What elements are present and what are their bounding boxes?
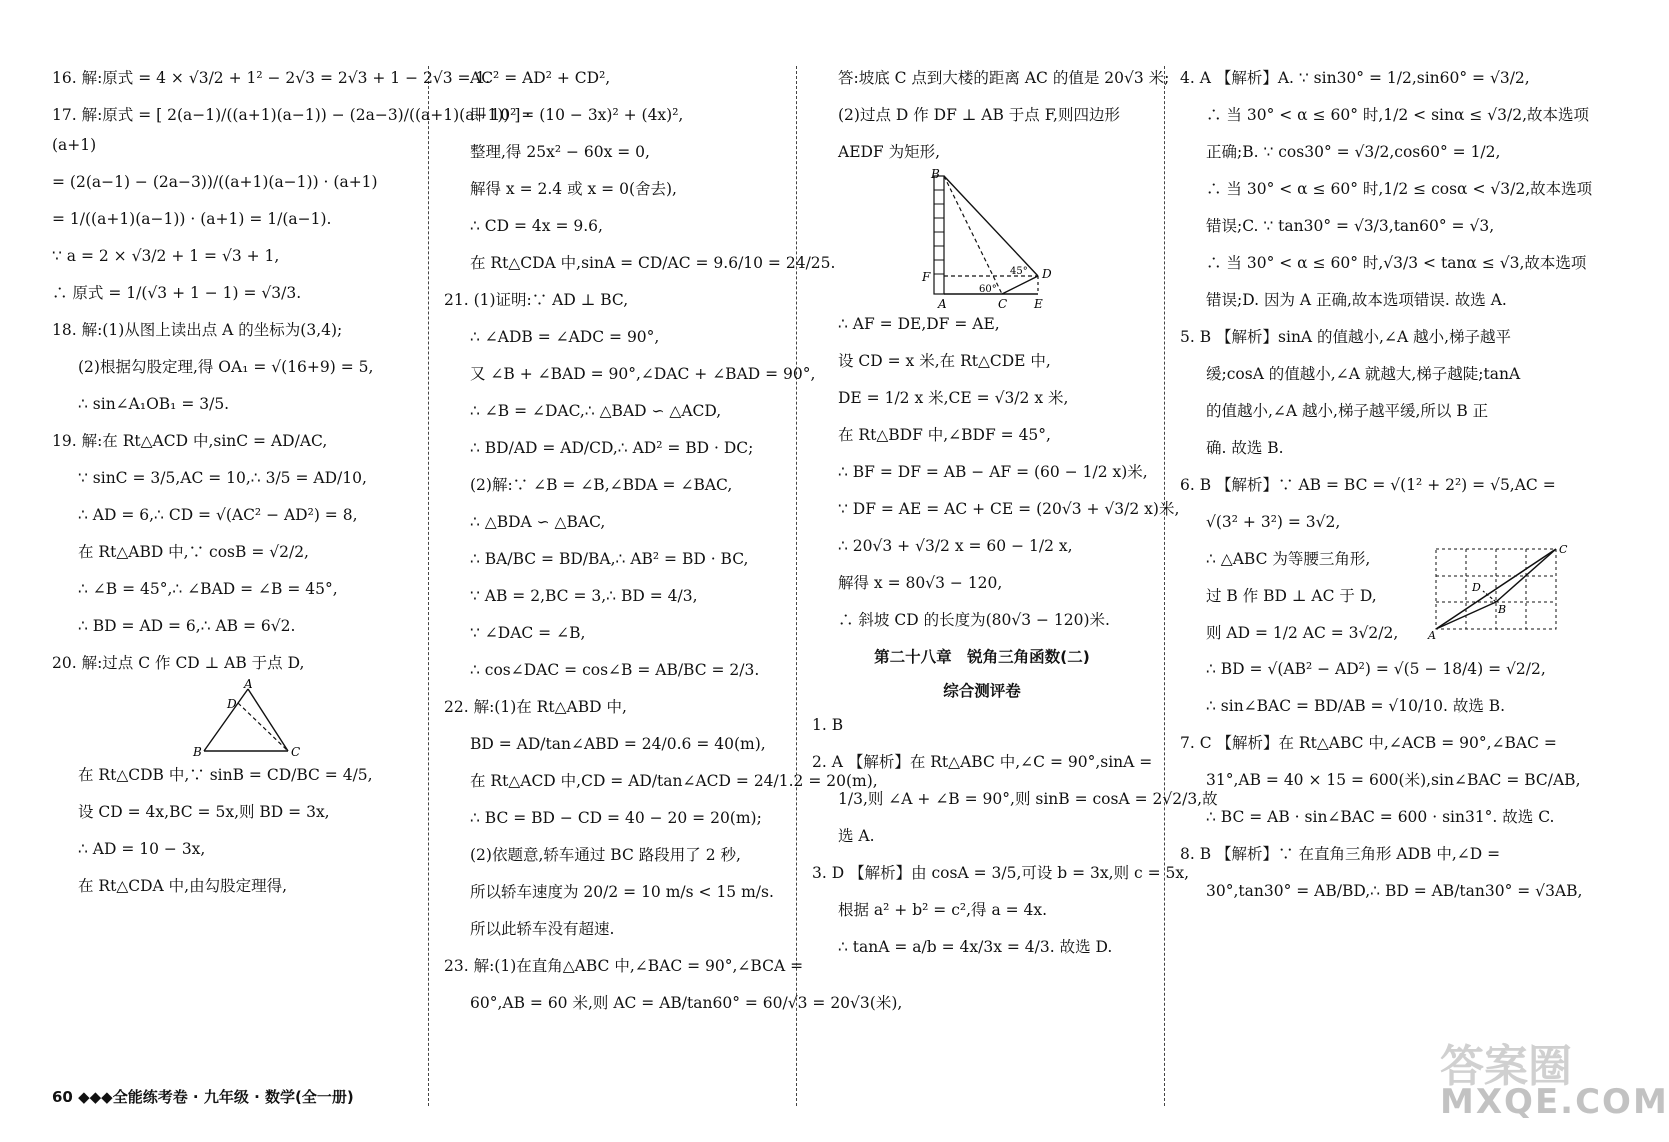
answer-line: 23. 解:(1)在直角△ABC 中,∠BAC = 90°,∠BCA = <box>444 957 804 975</box>
answer-line: 解得 x = 2.4 或 x = 0(舍去), <box>470 180 677 198</box>
figure-label: B <box>931 167 940 181</box>
answer-line: ∴ sin∠A₁OB₁ = 3/5. <box>78 395 230 413</box>
section-title: 综合测评卷 <box>943 682 1021 700</box>
answer-line: BD = AD/tan∠ABD = 24/0.6 = 40(m), <box>470 735 766 753</box>
watermark-logo <box>1440 1030 1669 1130</box>
answer-line: = (2(a−1) − (2a−3))/((a+1)(a−1)) · (a+1) <box>52 173 378 191</box>
answer-line: 确. 故选 B. <box>1206 439 1284 457</box>
answer-line: 错误;C. ∵ tan30° = √3/3,tan60° = √3, <box>1206 217 1495 235</box>
answer-line: 7. C 【解析】在 Rt△ABC 中,∠ACB = 90°,∠BAC = <box>1180 734 1557 752</box>
answer-line: ∵ AB = 2,BC = 3,∴ BD = 4/3, <box>470 587 698 605</box>
column-divider <box>796 66 797 1106</box>
answer-line: ∴ △BDA ∽ △BAC, <box>470 513 606 531</box>
watermark-url: MXQE.COM <box>1440 1082 1669 1122</box>
answer-line: 5. B 【解析】sinA 的值越小,∠A 越小,梯子越平 <box>1180 328 1512 346</box>
answer-line: 选 A. <box>838 827 875 845</box>
answer-line: ∴ 斜坡 CD 的长度为(80√3 − 120)米. <box>838 611 1110 629</box>
answer-line: ∵ a = 2 × √3/2 + 1 = √3 + 1, <box>52 247 280 265</box>
answer-line: 4. A 【解析】A. ∵ sin30° = 1/2,sin60° = √3/2, <box>1180 69 1530 87</box>
building-slope-figure <box>812 167 1152 311</box>
answer-line: 在 Rt△BDF 中,∠BDF = 45°, <box>838 426 1051 444</box>
figure-label: A <box>244 677 253 691</box>
answer-line: ∴ BA/BC = BD/BA,∴ AB² = BD · BC, <box>470 550 749 568</box>
figure-label: B <box>193 745 202 759</box>
answer-line: 31°,AB = 40 × 15 = 600(米),sin∠BAC = BC/AB, <box>1206 771 1581 789</box>
figure-label: 60° <box>979 284 997 295</box>
answer-line: AC² = AD² + CD², <box>470 69 611 87</box>
answer-line: ∴ 当 30° < α ≤ 60° 时,√3/3 < tanα ≤ √3,故本选项 <box>1206 254 1587 272</box>
answer-line: 16. 解:原式 = 4 × √3/2 + 1² − 2√3 = 2√3 + 1 − 2√3 = 1. <box>52 69 491 87</box>
answer-line: ∴ sin∠BAC = BD/AB = √10/10. 故选 B. <box>1206 697 1506 715</box>
answer-line: ∵ ∠DAC = ∠B, <box>470 624 586 642</box>
answer-line: ∴ ∠B = 45°,∴ ∠BAD = ∠B = 45°, <box>78 580 338 598</box>
answer-line: 的值越小,∠A 越小,梯子越平缓,所以 B 正 <box>1206 402 1489 420</box>
answer-line: ∴ AD = 6,∴ CD = √(AC² − AD²) = 8, <box>78 506 358 524</box>
answer-line: ∴ BC = AB · sin∠BAC = 600 · sin31°. 故选 C. <box>1206 808 1555 826</box>
answer-line: 错误;D. 因为 A 正确,故本选项错误. 故选 A. <box>1206 291 1507 309</box>
figure-label: D <box>1042 267 1052 281</box>
answer-line: ∴ 原式 = 1/(√3 + 1 − 1) = √3/3. <box>52 284 302 302</box>
answer-line: ∴ cos∠DAC = cos∠B = AB/BC = 2/3. <box>470 661 760 679</box>
fig-block <box>1180 543 1580 657</box>
answer-line: 在 Rt△ACD 中,CD = AD/tan∠ACD = 24/1.2 = 20(m), <box>470 772 878 790</box>
answer-line: 1/3,则 ∠A + ∠B = 90°,则 sinB = cosA = 2√2/3,故 <box>838 790 1218 808</box>
answer-line: 过 B 作 BD ⊥ AC 于 D, <box>1206 587 1377 605</box>
answer-line: 答:坡底 C 点到大楼的距离 AC 的值是 20√3 米; <box>838 69 1170 87</box>
answer-line: 17. 解:原式 = [ 2(a−1)/((a+1)(a−1)) − (2a−3)/((a+1)(a−1)) ] · <box>52 106 531 124</box>
answer-line: 20. 解:过点 C 作 CD ⊥ AB 于点 D, <box>52 654 305 672</box>
answer-line: 则 AD = 1/2 AC = 3√2/2, <box>1206 624 1399 642</box>
figure-label: C <box>1559 543 1568 556</box>
answer-line: ∴ BF = DF = AB − AF = (60 − 1/2 x)米, <box>838 463 1148 481</box>
answer-line: ∴ ∠ADB = ∠ADC = 90°, <box>470 328 660 346</box>
page-footer: 60 ◆◆◆全能练考卷 · 九年级 · 数学(全一册) <box>52 1088 354 1106</box>
answer-line: ∵ sinC = 3/5,AC = 10,∴ 3/5 = AD/10, <box>78 469 367 487</box>
column-divider <box>428 66 429 1106</box>
answer-line: (2)依题意,轿车通过 BC 路段用了 2 秒, <box>470 846 741 864</box>
answer-line: 60°,AB = 60 米,则 AC = AB/tan60° = 60/√3 = 20√3(米), <box>470 994 903 1012</box>
answer-line: 即 10² = (10 − 3x)² + (4x)², <box>470 106 684 124</box>
figure-label: 45° <box>1010 266 1028 277</box>
watermark-text: 答案圈 <box>1440 1041 1572 1092</box>
answer-line: (2)根据勾股定理,得 OA₁ = √(16+9) = 5, <box>78 358 374 376</box>
answer-line: 19. 解:在 Rt△ACD 中,sinC = AD/AC, <box>52 432 328 450</box>
answer-line: DE = 1/2 x 米,CE = √3/2 x 米, <box>838 389 1069 407</box>
answer-line: ∴ 当 30° < α ≤ 60° 时,1/2 ≤ cosα < √3/2,故本选项 <box>1206 180 1593 198</box>
answer-line: 所以此轿车没有超速. <box>470 920 615 938</box>
answer-line: √(3² + 3²) = 3√2, <box>1206 513 1341 531</box>
answer-line: 6. B 【解析】∵ AB = BC = √(1² + 2²) = √5,AC = <box>1180 476 1556 494</box>
answer-line: ∴ 20√3 + √3/2 x = 60 − 1/2 x, <box>838 537 1073 555</box>
triangle-figure <box>52 677 412 761</box>
answer-line: AEDF 为矩形, <box>838 143 941 161</box>
column-4 <box>1180 66 1593 916</box>
answer-line: 21. (1)证明:∵ AD ⊥ BC, <box>444 291 629 309</box>
answer-line: = 1/((a+1)(a−1)) · (a+1) = 1/(a−1). <box>52 210 332 228</box>
answer-line: ∴ BC = BD − CD = 40 − 20 = 20(m); <box>470 809 762 827</box>
answer-line: ∵ DF = AE = AC + CE = (20√3 + √3/2 x)米, <box>838 500 1180 518</box>
column-divider <box>1164 66 1165 1106</box>
answer-line: 在 Rt△CDB 中,∵ sinB = CD/BC = 4/5, <box>78 766 373 784</box>
figure-label: C <box>291 745 301 759</box>
answer-line: ∴ CD = 4x = 9.6, <box>470 217 603 235</box>
figure-label: A <box>1428 629 1436 642</box>
answer-line: 解得 x = 80√3 − 120, <box>838 574 1003 592</box>
answer-line: 在 Rt△CDA 中,sinA = CD/AC = 9.6/10 = 24/25. <box>470 254 836 272</box>
answer-line: (2)解:∵ ∠B = ∠B,∠BDA = ∠BAC, <box>470 476 733 494</box>
column-3 <box>812 66 1218 972</box>
answer-line: 1. B <box>812 716 844 734</box>
answer-line: ∴ 当 30° < α ≤ 60° 时,1/2 < sinα ≤ √3/2,故本选项 <box>1206 106 1590 124</box>
answer-line: 缓;cosA 的值越小,∠A 就越大,梯子越陡;tanA <box>1206 365 1521 383</box>
answer-line: ∴ AD = 10 − 3x, <box>78 840 206 858</box>
answer-line: ∴ △ABC 为等腰三角形, <box>1206 550 1371 568</box>
chapter-title: 第二十八章 锐角三角函数(二) <box>874 648 1090 666</box>
answer-line: ∴ BD = √(AB² − AD²) = √(5 − 18/4) = √2/2, <box>1206 660 1546 678</box>
answer-line: 22. 解:(1)在 Rt△ABD 中, <box>444 698 627 716</box>
answer-line: ∴ tanA = a/b = 4x/3x = 4/3. 故选 D. <box>838 938 1113 956</box>
answer-line: ∴ ∠B = ∠DAC,∴ △BAD ∽ △ACD, <box>470 402 722 420</box>
answer-line: (a+1) <box>52 136 97 154</box>
answer-line: 在 Rt△ABD 中,∵ cosB = √2/2, <box>78 543 309 561</box>
answer-line: (2)过点 D 作 DF ⊥ AB 于点 F,则四边形 <box>838 106 1120 124</box>
answer-line: 整理,得 25x² − 60x = 0, <box>470 143 650 161</box>
answer-line: 30°,tan30° = AB/BD,∴ BD = AB/tan30° = √3AB, <box>1206 882 1583 900</box>
figure-label: D <box>227 697 237 711</box>
grid-triangle-figure <box>1428 541 1578 641</box>
answer-line: ∴ AF = DE,DF = AE, <box>838 315 1000 333</box>
answer-line: 设 CD = 4x,BC = 5x,则 BD = 3x, <box>78 803 330 821</box>
answer-line: ∴ BD/AD = AD/CD,∴ AD² = BD · DC; <box>470 439 754 457</box>
answer-line: 所以轿车速度为 20/2 = 10 m/s < 15 m/s. <box>470 883 774 901</box>
figure-label: B <box>1498 603 1507 616</box>
answer-line: 3. D 【解析】由 cosA = 3/5,可设 b = 3x,则 c = 5x, <box>812 864 1190 882</box>
answer-line: 根据 a² + b² = c²,得 a = 4x. <box>838 901 1048 919</box>
figure-label: C <box>998 297 1008 311</box>
answer-line: 18. 解:(1)从图上读出点 A 的坐标为(3,4); <box>52 321 343 339</box>
answer-line: 又 ∠B + ∠BAD = 90°,∠DAC + ∠BAD = 90°, <box>470 365 816 383</box>
answer-line: 正确;B. ∵ cos30° = √3/2,cos60° = 1/2, <box>1206 143 1501 161</box>
figure-label: F <box>922 270 931 284</box>
answer-line: 8. B 【解析】∵ 在直角三角形 ADB 中,∠D = <box>1180 845 1501 863</box>
answer-line: 在 Rt△CDA 中,由勾股定理得, <box>78 877 288 895</box>
figure-label: E <box>1034 297 1043 311</box>
figure-label: D <box>1472 581 1481 594</box>
answer-line: 设 CD = x 米,在 Rt△CDE 中, <box>838 352 1051 370</box>
answer-line: 2. A 【解析】在 Rt△ABC 中,∠C = 90°,sinA = <box>812 753 1153 771</box>
answer-line: ∴ BD = AD = 6,∴ AB = 6√2. <box>78 617 296 635</box>
figure-label: A <box>938 297 947 311</box>
